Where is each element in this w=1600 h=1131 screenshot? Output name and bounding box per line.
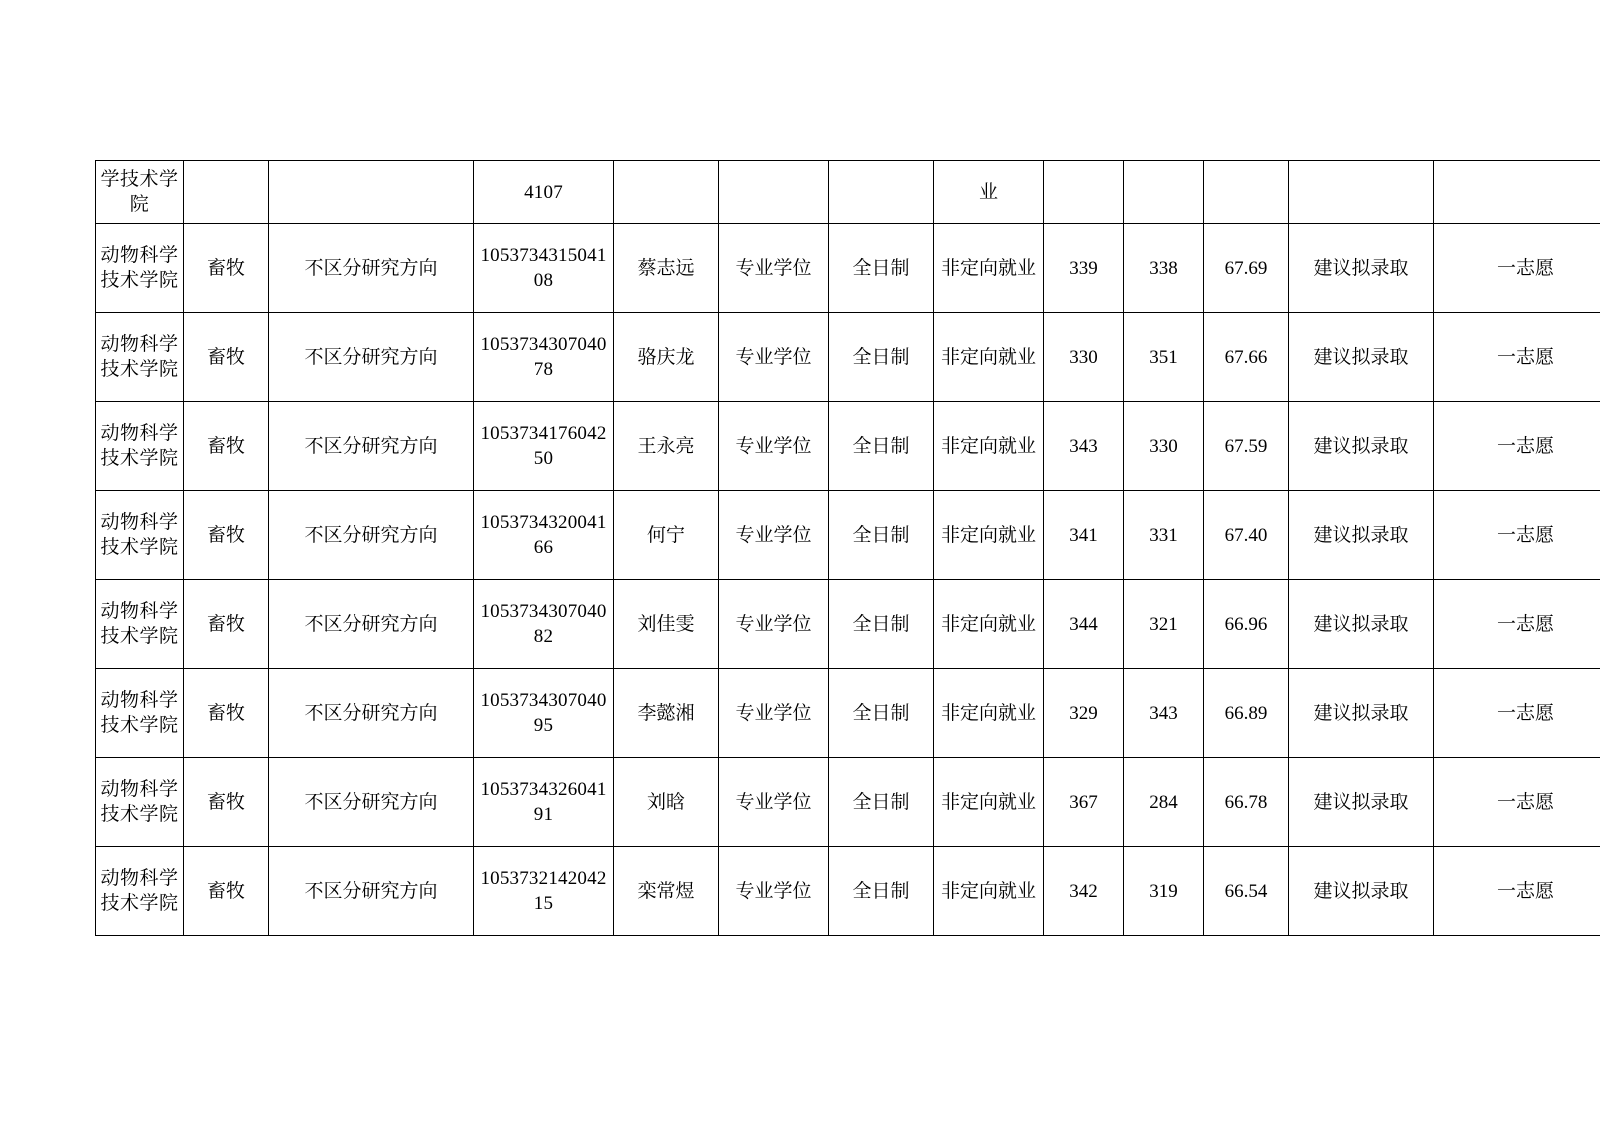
- cell-name: 刘佳雯: [614, 580, 719, 669]
- cell-degree-type: 专业学位: [719, 491, 829, 580]
- cell-score1: 342: [1044, 847, 1124, 936]
- cell-degree-type: 专业学位: [719, 224, 829, 313]
- cell-direction: 不区分研究方向: [269, 224, 474, 313]
- cell-college: 动物科学技术学院: [96, 224, 184, 313]
- cell-result: 建议拟录取: [1289, 580, 1434, 669]
- table-row: [96, 847, 1600, 936]
- cell-degree-type: 专业学位: [719, 402, 829, 491]
- cell-exam-number: 105373214204215: [474, 847, 614, 936]
- table-row: [96, 669, 1600, 758]
- cell-result: 建议拟录取: [1289, 491, 1434, 580]
- cell-employment-type: 非定向就业: [934, 402, 1044, 491]
- cell-name: 蔡志远: [614, 224, 719, 313]
- cell-volunteer: 一志愿: [1434, 313, 1600, 402]
- cell-degree-type: 专业学位: [719, 669, 829, 758]
- table-row: [96, 224, 1600, 313]
- cell-volunteer: 一志愿: [1434, 847, 1600, 936]
- cell-study-mode: 全日制: [829, 758, 934, 847]
- cell-study-mode: 全日制: [829, 491, 934, 580]
- cell-score2: 330: [1124, 402, 1204, 491]
- cell-college: 动物科学技术学院: [96, 580, 184, 669]
- cell-exam-number: 105373432604191: [474, 758, 614, 847]
- cell-employment-type: 非定向就业: [934, 580, 1044, 669]
- cell-score1: 344: [1044, 580, 1124, 669]
- cell-volunteer: [1434, 161, 1600, 224]
- cell-college: 动物科学技术学院: [96, 669, 184, 758]
- cell-direction: [269, 161, 474, 224]
- cell-score3: 66.54: [1204, 847, 1289, 936]
- table-row: [96, 402, 1600, 491]
- cell-score2: [1124, 161, 1204, 224]
- cell-major: [184, 161, 269, 224]
- cell-score3: 67.69: [1204, 224, 1289, 313]
- cell-college: 动物科学技术学院: [96, 402, 184, 491]
- cell-name: 李懿湘: [614, 669, 719, 758]
- cell-name: 刘晗: [614, 758, 719, 847]
- cell-exam-number: 105373431504108: [474, 224, 614, 313]
- cell-score3: 66.96: [1204, 580, 1289, 669]
- cell-major: 畜牧: [184, 847, 269, 936]
- cell-name: 栾常煜: [614, 847, 719, 936]
- table-row: [96, 580, 1600, 669]
- cell-result: 建议拟录取: [1289, 402, 1434, 491]
- cell-score3: 67.66: [1204, 313, 1289, 402]
- cell-exam-number: 105373430704095: [474, 669, 614, 758]
- cell-score3: 66.78: [1204, 758, 1289, 847]
- cell-score2: 338: [1124, 224, 1204, 313]
- cell-exam-number: 105373432004166: [474, 491, 614, 580]
- table-row: [96, 491, 1600, 580]
- cell-study-mode: 全日制: [829, 402, 934, 491]
- cell-degree-type: 专业学位: [719, 313, 829, 402]
- cell-score1: 329: [1044, 669, 1124, 758]
- cell-direction: 不区分研究方向: [269, 669, 474, 758]
- cell-direction: 不区分研究方向: [269, 402, 474, 491]
- cell-employment-type: 非定向就业: [934, 669, 1044, 758]
- cell-study-mode: 全日制: [829, 580, 934, 669]
- cell-major: 畜牧: [184, 224, 269, 313]
- cell-degree-type: [719, 161, 829, 224]
- cell-volunteer: 一志愿: [1434, 758, 1600, 847]
- cell-exam-number: 4107: [474, 161, 614, 224]
- cell-name: 王永亮: [614, 402, 719, 491]
- cell-study-mode: [829, 161, 934, 224]
- cell-direction: 不区分研究方向: [269, 313, 474, 402]
- cell-exam-number: 105373417604250: [474, 402, 614, 491]
- cell-degree-type: 专业学位: [719, 847, 829, 936]
- cell-score2: 331: [1124, 491, 1204, 580]
- cell-major: 畜牧: [184, 580, 269, 669]
- cell-major: 畜牧: [184, 313, 269, 402]
- cell-result: 建议拟录取: [1289, 847, 1434, 936]
- cell-score1: 367: [1044, 758, 1124, 847]
- cell-direction: 不区分研究方向: [269, 491, 474, 580]
- cell-college: 学技术学院: [96, 161, 184, 224]
- cell-score3: 67.59: [1204, 402, 1289, 491]
- table-row: [96, 313, 1600, 402]
- cell-exam-number: 105373430704078: [474, 313, 614, 402]
- cell-volunteer: 一志愿: [1434, 402, 1600, 491]
- cell-college: 动物科学技术学院: [96, 491, 184, 580]
- cell-score2: 351: [1124, 313, 1204, 402]
- cell-score2: 319: [1124, 847, 1204, 936]
- table-row: [96, 758, 1600, 847]
- cell-score1: 343: [1044, 402, 1124, 491]
- cell-direction: 不区分研究方向: [269, 847, 474, 936]
- cell-volunteer: 一志愿: [1434, 580, 1600, 669]
- cell-result: 建议拟录取: [1289, 669, 1434, 758]
- table-row: [96, 161, 1600, 224]
- cell-score1: [1044, 161, 1124, 224]
- cell-name: 何宁: [614, 491, 719, 580]
- cell-major: 畜牧: [184, 491, 269, 580]
- cell-study-mode: 全日制: [829, 847, 934, 936]
- cell-exam-number: 105373430704082: [474, 580, 614, 669]
- cell-study-mode: 全日制: [829, 224, 934, 313]
- cell-major: 畜牧: [184, 402, 269, 491]
- table-body: [96, 161, 1600, 936]
- cell-direction: 不区分研究方向: [269, 580, 474, 669]
- cell-score1: 341: [1044, 491, 1124, 580]
- cell-volunteer: 一志愿: [1434, 224, 1600, 313]
- cell-volunteer: 一志愿: [1434, 669, 1600, 758]
- cell-result: [1289, 161, 1434, 224]
- cell-employment-type: 非定向就业: [934, 491, 1044, 580]
- cell-score1: 330: [1044, 313, 1124, 402]
- cell-college: 动物科学技术学院: [96, 758, 184, 847]
- cell-result: 建议拟录取: [1289, 224, 1434, 313]
- cell-employment-type: 非定向就业: [934, 758, 1044, 847]
- cell-college: 动物科学技术学院: [96, 847, 184, 936]
- cell-score2: 321: [1124, 580, 1204, 669]
- cell-name: [614, 161, 719, 224]
- cell-college: 动物科学技术学院: [96, 313, 184, 402]
- cell-score2: 343: [1124, 669, 1204, 758]
- cell-degree-type: 专业学位: [719, 580, 829, 669]
- cell-employment-type: 非定向就业: [934, 224, 1044, 313]
- cell-score3: [1204, 161, 1289, 224]
- cell-score3: 66.89: [1204, 669, 1289, 758]
- cell-score3: 67.40: [1204, 491, 1289, 580]
- cell-study-mode: 全日制: [829, 669, 934, 758]
- cell-score2: 284: [1124, 758, 1204, 847]
- admission-table: [95, 160, 1600, 936]
- cell-employment-type: 业: [934, 161, 1044, 224]
- cell-score1: 339: [1044, 224, 1124, 313]
- cell-direction: 不区分研究方向: [269, 758, 474, 847]
- cell-major: 畜牧: [184, 758, 269, 847]
- cell-employment-type: 非定向就业: [934, 847, 1044, 936]
- cell-result: 建议拟录取: [1289, 758, 1434, 847]
- cell-name: 骆庆龙: [614, 313, 719, 402]
- cell-employment-type: 非定向就业: [934, 313, 1044, 402]
- cell-degree-type: 专业学位: [719, 758, 829, 847]
- cell-major: 畜牧: [184, 669, 269, 758]
- cell-volunteer: 一志愿: [1434, 491, 1600, 580]
- cell-result: 建议拟录取: [1289, 313, 1434, 402]
- cell-study-mode: 全日制: [829, 313, 934, 402]
